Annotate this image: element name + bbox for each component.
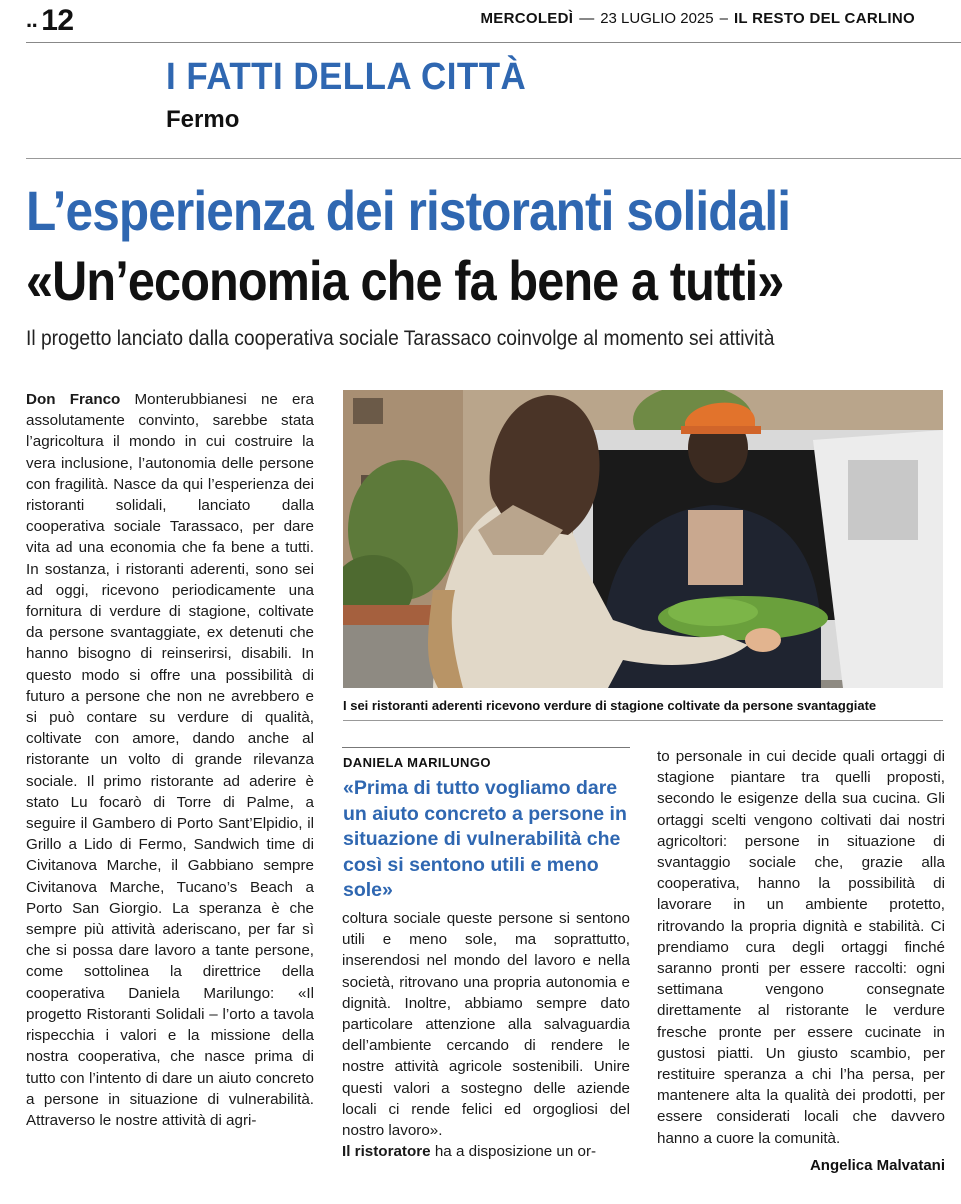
- section-rule: [26, 158, 961, 159]
- column-1-lead: Don Franco: [26, 391, 121, 408]
- column-2-lead: Il ristoratore: [342, 1143, 431, 1161]
- column-2-text: coltura sociale queste persone si sentono utili e meno sole, ma soprattutto, inserendosi nel mondo del lavoro e nella società, ritrovano una propria autonomia e dignità. Inoltre, abbiamo sempre dato particolare attenzione alla salvaguardia dell’ambiente cercando di rendere le nostre attività agricole sostenibili. Unire questi valori a sostegno delle aziende locali ci rende felici ed orgogliosi del nostro lavoro».: [342, 910, 630, 1140]
- article-column-1: [26, 389, 314, 1179]
- folio-weekday: MERCOLEDÌ: [480, 10, 574, 27]
- photo-caption: I sei ristoranti aderenti ricevono verdure di stagione coltivate da persone svantaggiate: [343, 698, 877, 713]
- quote-rule: [342, 747, 630, 748]
- article-kicker: L’esperienza dei ristoranti solidali: [26, 179, 791, 242]
- article-headline: «Un’economia che fa bene a tutti»: [26, 249, 784, 312]
- article-column-3: to personale in cui decide quali ortaggi di stagione piantare tra quelli proposti, secondo le esigenze della sua cucina. Gli ortaggi scelti vengono coltivati dai nostri agricoltori: persone in situazione di svantaggio sociale che, grazie alla cooperativa, hanno la possibilità di lavorare in un ambiente protetto, ritrovando la propria dignità e stabilità. Ci prendiamo cura degli ortaggi finché saranno pronti per essere raccolti: ogni settimana vengono consegnate direttamente al ristorante le verdure fresche pronte per essere cucinate in gustosi piatti. Un giusto scambio, per restituire speranza a chi l’ha persa, per mantenere alta la qualità dei prodotti, per essere considerati locali che davvero hanno a cuore la comunità.: [657, 748, 945, 1147]
- pull-quote: «Prima di tutto vogliamo dare un aiuto concreto a persone in situazione di vulnerabilità che così si sentono utili e meno sole»: [343, 777, 627, 901]
- column-2-tail: ha a disposizione un or-: [430, 1143, 597, 1161]
- byline: Angelica Malvatani: [809, 1157, 945, 1174]
- caption-rule: [343, 720, 943, 721]
- article-subhead: Il progetto lanciato dalla cooperativa sociale Tarassaco coinvolge al momento sei attività: [26, 327, 775, 350]
- folio-line: MERCOLEDÌ — 23 LUGLIO 2025 – IL RESTO DEL CARLINO: [480, 10, 915, 27]
- column-1-text: Monterubbianesi ne era assolutamente convinto, sarebbe stata l’agricoltura il mondo in cui costruire la vera inclusione, l’autonomia delle persone con fragilità. Nasce da qui l’esperienza dei ristoranti solidali, lanciato dalla cooperativa sociale Tarassaco, per dare vita ad una economia che fa bene a tutti. In sostanza, i ristoranti aderenti, sono sei ad oggi, ricevono periodicamente una fornitura di verdure di stagione, coltivate da persone svantaggiate, ex detenuti che hanno bisogno di reinserirsi, disabili. In questo modo si offre una possibilità di futuro a persone che non ne avrebbero e si può contare su verdure di qualità, coltivate con amore, dando anche al ristorante un volto di grande rilevanza sociale. Il primo ristorante ad aderire è stato Lu focarò di Torre di Palme, a seguire il Gambero di Porto Sant’Elpidio, il Grillo a Lido di Fermo, Sandwich time di Civitanova Marche, il Gabbiano sempre Civitanova Marche, Tucano’s Beach a Porto San Giorgio. La speranza è che sempre più attività aderiscano, per far sì che si possa dare lavoro a tante persone, come sottolinea la direttrice della cooperativa Daniela Marilungo: «Il progetto Ristoranti Solidali – l’orto a tavola rispecchia i valori e la missione della nostra cooperativa, che nasce prima di tutto con l’intento di dare un aiuto concreto a persone in situazione di vulnerabilità. Attraverso le nostre attività di agri-: [26, 391, 314, 1129]
- section-title: I FATTI DELLA CITTÀ: [166, 56, 527, 98]
- article-photo: [343, 390, 943, 688]
- folio-date: 23 LUGLIO 2025: [600, 10, 714, 27]
- page-number: .. 12: [26, 4, 74, 37]
- section-city: Fermo: [166, 106, 240, 133]
- top-rule: [26, 42, 961, 43]
- quote-author: DANIELA MARILUNGO: [343, 755, 491, 770]
- folio-paper: IL RESTO DEL CARLINO: [733, 10, 915, 27]
- article-column-2: [342, 908, 630, 1178]
